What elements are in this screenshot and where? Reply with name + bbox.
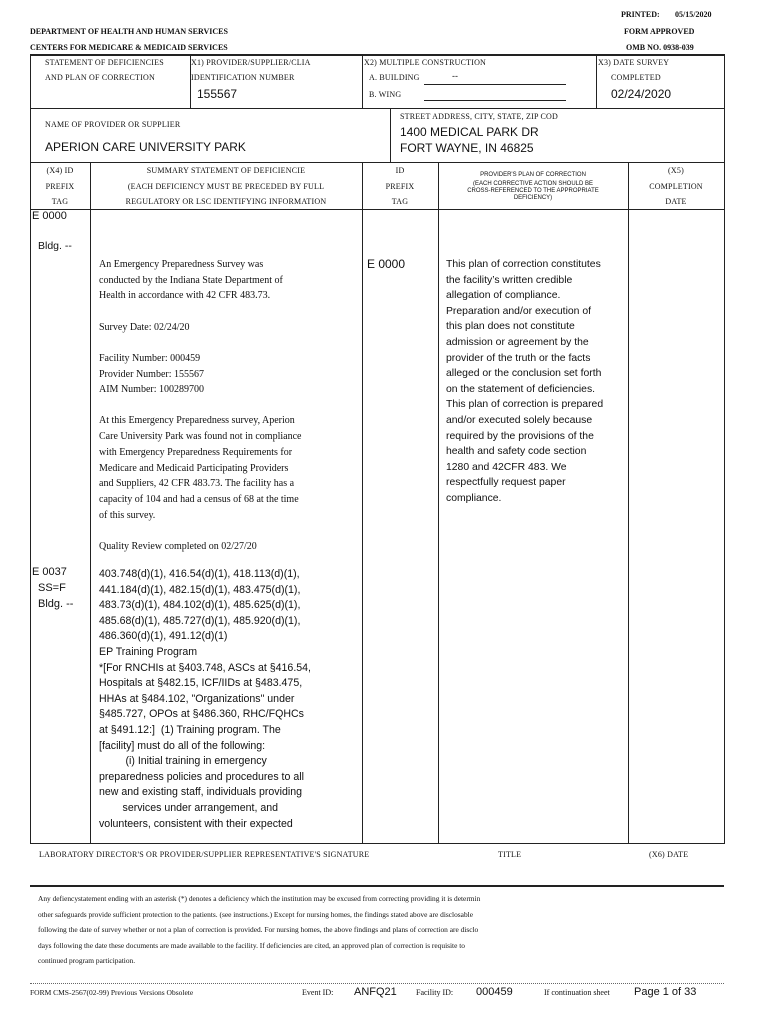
correction-line: admission or agreement by the [446, 336, 589, 348]
plan-sub1: (EACH CORRECTIVE ACTION SHOULD BE [472, 181, 594, 187]
narrative-paragraph: An Emergency Preparedness Survey was conducted by the Indiana State Department of Health in accordance with 42 CFR 483.73. [99, 259, 283, 302]
footnote-line: following the date of survey whether or not a plan of correction is provided. For nursing homes, the above findings and plans of correction are disclo [38, 925, 479, 935]
footnote-line: other safeguards provide sufficient protection to the patients. (see instructions.) Except for nursing homes, the findings stated above are disclosable [38, 909, 473, 919]
regulation-line: volunteers, consistent with their expected [99, 817, 293, 830]
correction-line: required by the provisions of the [446, 430, 594, 442]
facility-id-label: Facility ID: [416, 988, 454, 997]
regulation-text [99, 567, 361, 832]
statement-label: STATEMENT OF DEFICIENCIES [45, 58, 164, 67]
regulation-line: *[For RNCHIs at §403.748, ASCs at §416.54, [99, 661, 311, 674]
regulation-line: at §491.12:] (1) Training program. The [99, 723, 281, 736]
x1-id-label: IDENTIFICATION NUMBER [191, 73, 295, 82]
footnote-line: continued program participation. [38, 956, 136, 966]
divider [30, 209, 724, 210]
correction-line: provider of the truth or the facts [446, 352, 591, 364]
x2-label: X2) MULTIPLE CONSTRUCTION [364, 58, 487, 67]
id-prefix-header: PREFIX [385, 182, 415, 191]
footnote-line: days following the date these documents are made available to the facility. If deficiencies are cited, an approved plan of correction is requisite to [38, 940, 465, 950]
page-number: Page 1 of 33 [634, 986, 697, 998]
col-divider [438, 163, 439, 844]
footnote [38, 891, 724, 969]
signature-label: LABORATORY DIRECTOR'S OR PROVIDER/SUPPLIER REPRESENTATIVE'S SIGNATURE [39, 850, 370, 859]
narrative-paragraph: Facility Number: 000459 Provider Number: 155567 AIM Number: 100289700 [99, 352, 204, 396]
narrative-paragraph: At this Emergency Preparedness survey, Aperion Care University Park was found not in compliance with Emergency Preparedness Requirements for Medicare and Medicaid Participating Providers and Suppliers, 42 CFR 483.73. The facility has a capacity of 104 and had a census of 68 at the time of this survey. [99, 415, 302, 521]
regulation-line: EP Training Program [99, 645, 198, 658]
top-border [30, 54, 724, 56]
narrative-paragraph: Quality Review completed on 02/27/20 [99, 540, 257, 552]
deficiency-tag: E 0000 [32, 210, 67, 222]
form-number: FORM CMS-2567(02-99) Previous Versions Obsolete [30, 988, 194, 997]
form-approved: FORM APPROVED [624, 27, 695, 36]
divider [596, 55, 597, 109]
event-id-value: ANFQ21 [354, 986, 397, 998]
regulation-line: services under arrangement, and [99, 801, 279, 814]
provider-id-value: 155567 [197, 87, 238, 101]
completion-header: COMPLETION [649, 182, 703, 191]
correction-line: and/or executed solely because [446, 414, 593, 426]
correction-line: respectfully request paper [446, 477, 566, 489]
id-header: ID [395, 166, 405, 175]
building-label: A. BUILDING [369, 73, 420, 82]
completed-label: COMPLETED [611, 73, 661, 82]
regulation-line: 483.73(d)(1), 484.102(d)(1), 485.625(d)(1), [99, 599, 301, 612]
col-divider [628, 163, 629, 844]
regulation-line: 441.184(d)(1), 482.15(d)(1), 483.475(d)(1), [99, 583, 301, 596]
correction-line: health and safety code section [446, 446, 587, 458]
plan-header: PROVIDER'S PLAN OF CORRECTION [480, 172, 586, 178]
title-label: TITLE [498, 850, 522, 859]
correction-line: the facility’s written credible [446, 274, 573, 286]
building-underline [424, 84, 566, 85]
regulation-line: new and existing staff, individuals providing [99, 786, 302, 799]
narrative-paragraph: Survey Date: 02/24/20 [99, 321, 190, 333]
correction-line: This plan of correction constitutes [446, 259, 601, 270]
signature-line [30, 885, 724, 887]
summary-header: SUMMARY STATEMENT OF DEFICIENCIE [146, 166, 306, 175]
footer-divider [30, 983, 724, 984]
correction-line: allegation of compliance. [446, 290, 561, 302]
x4-header: (X4) ID [46, 166, 74, 175]
regulation-line: §485.727, OPOs at §486.360, RHC/FQHCs [99, 708, 304, 721]
date-header: DATE [665, 197, 687, 206]
divider [362, 55, 363, 109]
footnote-line: Any defiencystatement ending with an asterisk (*) denotes a deficiency which the institution may be excused from correcting providing it is determin [38, 894, 481, 903]
summary-sub1: (EACH DEFICIENCY MUST BE PRECEDED BY FULL [127, 182, 325, 191]
regulation-line: (i) Initial training in emergency [99, 755, 267, 768]
plan-label: AND PLAN OF CORRECTION [45, 73, 155, 82]
divider [30, 162, 724, 163]
correction-line: This plan of correction is prepared [446, 399, 604, 411]
building-value: -- [452, 71, 458, 81]
regulation-line: preparedness policies and procedures to all [99, 770, 304, 783]
facility-id-value: 000459 [476, 986, 513, 998]
bottom-border [30, 843, 724, 844]
regulation-line: 486.360(d)(1), 491.12(d)(1) [99, 630, 228, 643]
correction-line: alleged or the conclusion set forth [446, 368, 602, 380]
correction-line: Preparation and/or execution of [446, 305, 591, 317]
scope-severity: SS=F [38, 582, 66, 594]
plan-sub3: DEFICIENCY) [513, 195, 553, 201]
id-tag-header: TAG [391, 197, 409, 206]
regulation-line: 403.748(d)(1), 416.54(d)(1), 418.113(d)(1), [99, 568, 300, 580]
plan-of-correction [446, 257, 626, 507]
provider-name-value: APERION CARE UNIVERSITY PARK [45, 140, 246, 154]
x4-tag-header: TAG [51, 197, 69, 206]
divider [390, 109, 391, 163]
printed-label: PRINTED: [621, 10, 660, 19]
regulation-line: 485.68(d)(1), 485.727(d)(1), 485.920(d)(1), [99, 614, 301, 627]
building-tag: Bldg. -- [38, 598, 74, 610]
summary-sub2: REGULATORY OR LSC IDENTIFYING INFORMATION [125, 197, 327, 206]
department-heading: DEPARTMENT OF HEALTH AND HUMAN SERVICES [30, 27, 228, 36]
right-border [724, 54, 725, 844]
regulation-line: HHAs at §484.102, "Organizations" under [99, 692, 295, 705]
wing-label: B. WING [369, 90, 402, 99]
deficiency-tag: E 0037 [32, 566, 67, 578]
x4-prefix-header: PREFIX [45, 182, 75, 191]
address-line-2: FORT WAYNE, IN 46825 [400, 141, 534, 155]
plan-id-tag: E 0000 [367, 257, 406, 271]
col-divider [362, 163, 363, 844]
x1-label: X1) PROVIDER/SUPPLIER/CLIA [191, 58, 311, 67]
survey-narrative [99, 257, 361, 570]
survey-date-value: 02/24/2020 [611, 87, 672, 101]
event-id-label: Event ID: [302, 988, 334, 997]
centers-heading: CENTERS FOR MEDICARE & MEDICAID SERVICES [30, 43, 228, 52]
x5-header: (X5) [668, 166, 684, 175]
col-divider [90, 163, 91, 844]
regulation-line: Hospitals at §482.15, ICF/IIDs at §483.475, [99, 677, 303, 690]
correction-line: 1280 and 42CFR 483. We [446, 461, 567, 473]
address-line-1: 1400 MEDICAL PARK DR [400, 125, 539, 139]
correction-line: compliance. [446, 492, 502, 504]
correction-line: on the statement of deficiencies. [446, 383, 596, 395]
omb-number: OMB NO. 0938-039 [626, 43, 694, 52]
continuation-label: If continuation sheet [544, 988, 610, 997]
building-tag: Bldg. -- [38, 240, 72, 252]
x3-label: X3) DATE SURVEY [598, 58, 670, 67]
regulation-line: [facility] must do all of the following: [99, 739, 266, 752]
printed-date: 05/15/2020 [675, 10, 712, 19]
date-label: (X6) DATE [649, 850, 689, 859]
divider [30, 108, 724, 109]
plan-sub2: CROSS-REFERENCED TO THE APPROPRIATE [467, 188, 599, 194]
correction-line: this plan does not constitute [446, 321, 575, 333]
address-label: STREET ADDRESS, CITY, STATE, ZIP COD [400, 112, 558, 121]
wing-underline [424, 100, 566, 101]
provider-name-label: NAME OF PROVIDER OR SUPPLIER [45, 120, 181, 129]
